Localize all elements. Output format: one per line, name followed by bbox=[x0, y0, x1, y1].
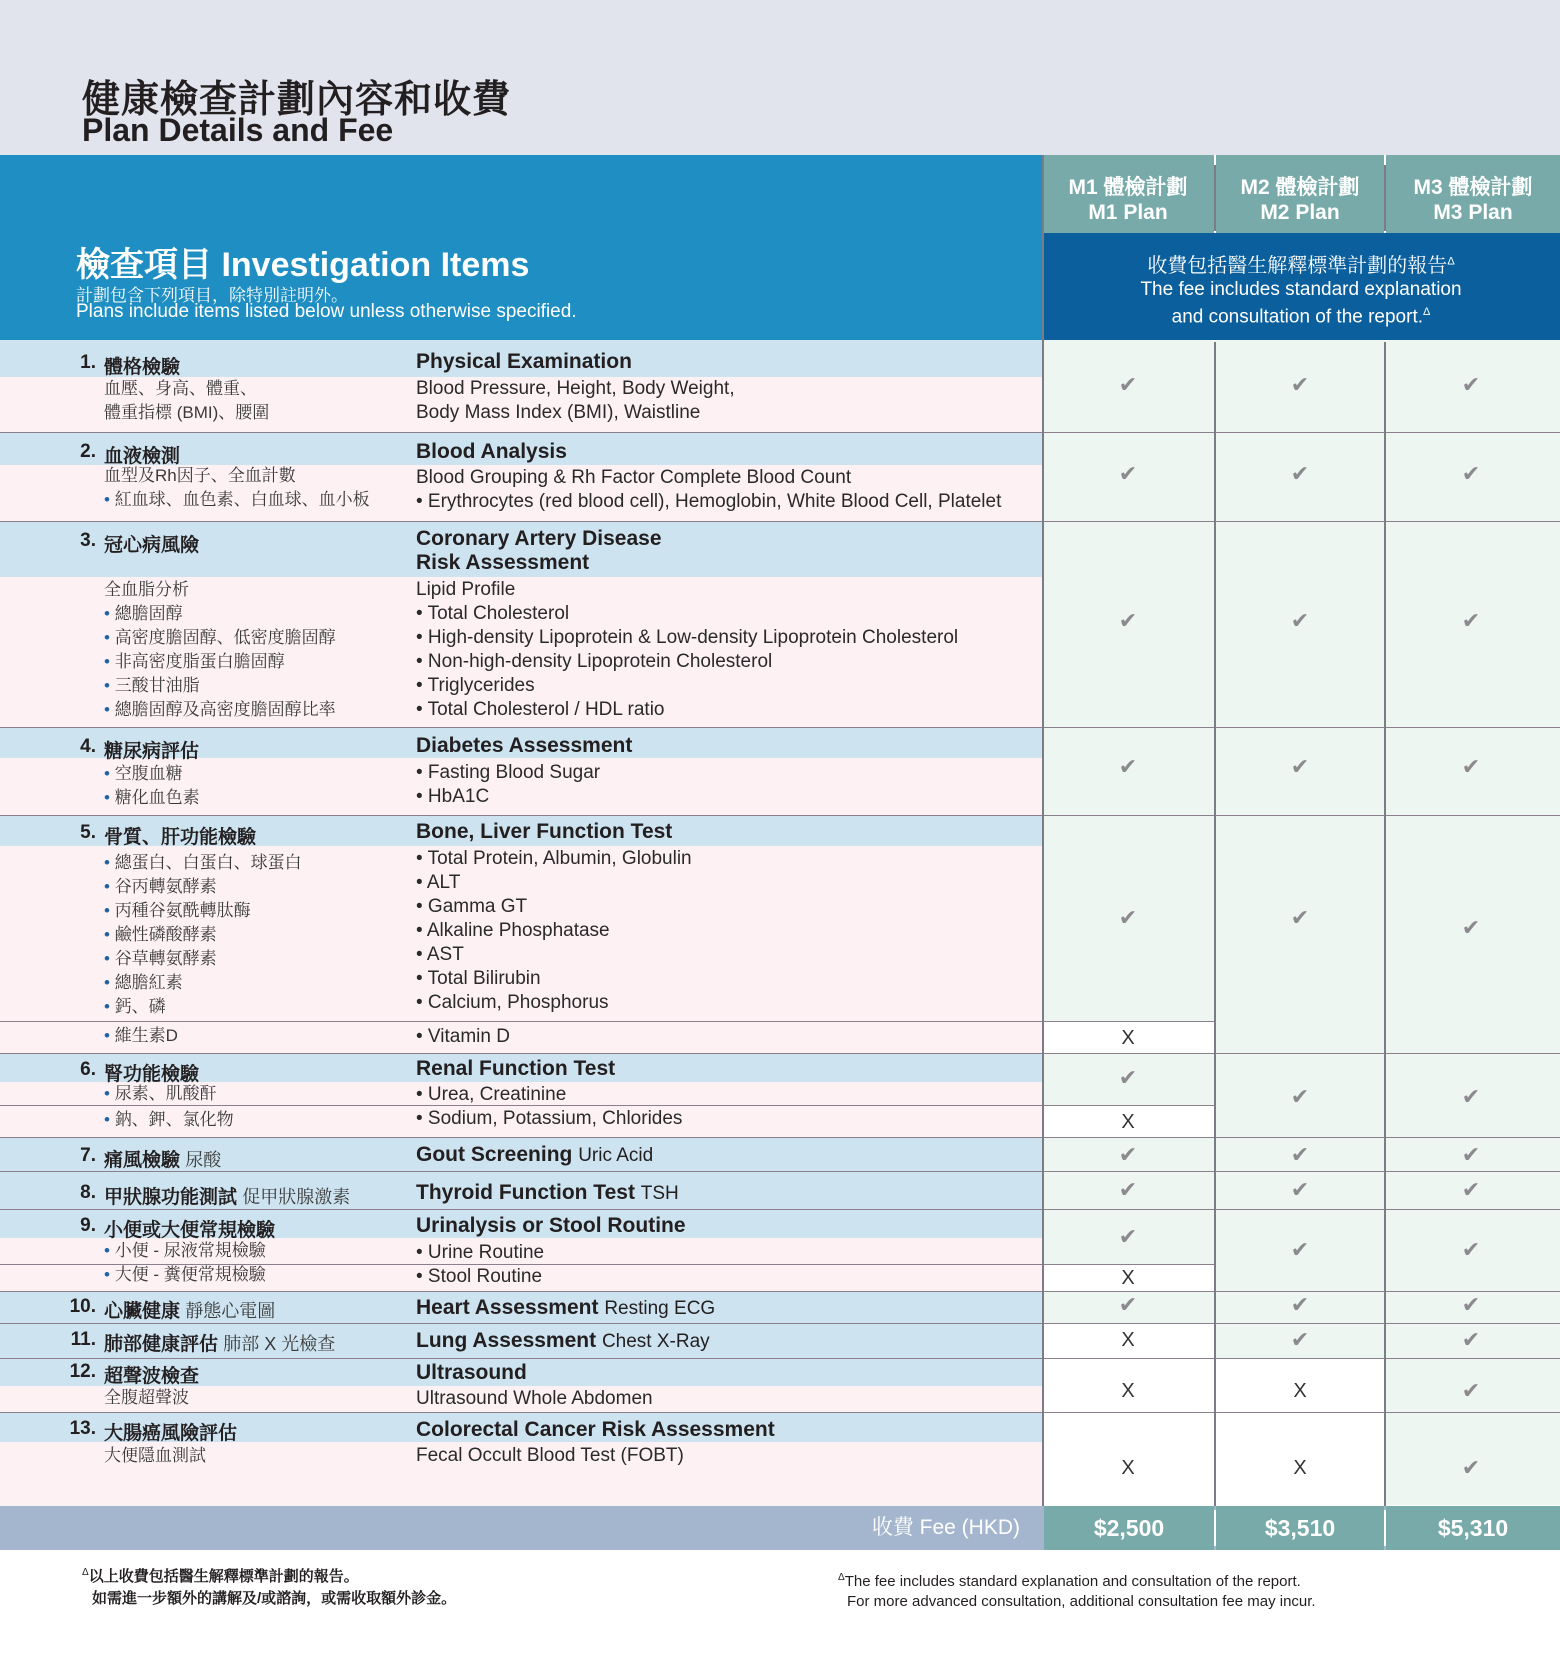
fee-note-zh: 收費包括醫生解釋標準計劃的報告 bbox=[1147, 255, 1448, 277]
check-icon: ✔ bbox=[1290, 1327, 1310, 1352]
item-title-zh: 大腸癌風險評估 bbox=[104, 1423, 238, 1444]
item-title-en: Thyroid Function Test TSH bbox=[416, 1181, 679, 1204]
check-icon: ✔ bbox=[1461, 1455, 1481, 1480]
item-title-zh: 超聲波檢查 bbox=[104, 1366, 200, 1387]
item-title-en: Bone, Liver Function Test bbox=[416, 820, 673, 843]
fee-m3: $5,310 bbox=[1386, 1506, 1560, 1550]
investigation-subtitle-zh: 計劃包含下列項目，除特別註明外。 bbox=[76, 286, 348, 305]
item-number: 11. bbox=[70, 1329, 96, 1350]
item-title-en: Urinalysis or Stool Routine bbox=[416, 1214, 686, 1237]
item-title-en: Physical Examination bbox=[416, 350, 632, 373]
item-detail-zh: 全血脂分析 • 總膽固醇 • 高密度膽固醇、低密度膽固醇 • 非高密度脂蛋白膽固醇 • 三酸甘油脂 • 總膽固醇及高密度膽固醇比率 bbox=[104, 580, 336, 719]
check-icon: ✔ bbox=[1118, 754, 1138, 779]
item-detail-zh: 血壓、身高、體重、 體重指標 (BMI)、腰圍 bbox=[104, 379, 270, 422]
check-icon: ✔ bbox=[1461, 1084, 1481, 1109]
item-title-zh: 痛風檢驗 尿酸 bbox=[104, 1150, 222, 1171]
item-detail-zh: • 尿素、肌酸酐 • 鈉、鉀、氯化物 bbox=[104, 1084, 234, 1129]
item-detail-zh: 血型及Rh因子、全血計數 • 紅血球、血色素、白血球、血小板 bbox=[104, 466, 370, 509]
check-icon: ✔ bbox=[1118, 608, 1138, 633]
check-icon: ✔ bbox=[1290, 1142, 1310, 1167]
check-icon: ✔ bbox=[1118, 461, 1138, 486]
fee-label: 收費 Fee (HKD) bbox=[871, 1516, 1020, 1539]
check-icon: ✔ bbox=[1461, 1378, 1481, 1403]
check-icon: ✔ bbox=[1290, 372, 1310, 397]
x-mark-icon: X bbox=[1121, 1380, 1135, 1402]
item-number: 4. bbox=[80, 736, 96, 757]
item-title-zh: 骨質、肝功能檢驗 bbox=[104, 827, 257, 848]
investigation-title: 檢查項目 Investigation Items bbox=[76, 246, 530, 284]
item-title-en: Lung Assessment Chest X-Ray bbox=[416, 1329, 710, 1352]
item-title-zh: 冠心病風險 bbox=[104, 535, 200, 556]
check-icon: ✔ bbox=[1461, 1177, 1481, 1202]
plan-header-m1: M1 體檢計劃 M1 Plan bbox=[1042, 155, 1214, 233]
item-number: 12. bbox=[69, 1361, 96, 1382]
item-number: 3. bbox=[80, 530, 96, 551]
check-icon: ✔ bbox=[1118, 1142, 1138, 1167]
x-mark-icon: X bbox=[1121, 1329, 1135, 1351]
check-icon: ✔ bbox=[1290, 905, 1310, 930]
x-mark-icon: X bbox=[1121, 1027, 1135, 1049]
item-title-zh: 甲狀腺功能測試 促甲狀腺激素 bbox=[104, 1187, 351, 1208]
check-icon: ✔ bbox=[1118, 1065, 1138, 1090]
item-number: 10. bbox=[69, 1296, 96, 1317]
fee-note-header: 收費包括醫生解釋標準計劃的報告$^\Delta$ The fee includes standard explanation and consultation of the report.$^\Delta$ bbox=[1042, 233, 1560, 340]
check-icon: ✔ bbox=[1461, 1237, 1481, 1262]
item-title-en: Diabetes Assessment bbox=[416, 734, 633, 757]
item-title-zh: 肺部健康評估 肺部 X 光檢查 bbox=[104, 1334, 336, 1355]
check-icon: ✔ bbox=[1118, 1224, 1138, 1249]
page-title-zh: 健康檢查計劃內容和收費 bbox=[82, 79, 512, 121]
item-title-en: Colorectal Cancer Risk Assessment bbox=[416, 1418, 775, 1441]
investigation-header bbox=[0, 155, 1042, 340]
item-detail-en: • Total Protein, Albumin, Globulin • ALT • Gamma GT • Alkaline Phosphatase • AST • Total Bilirubin • Calcium, Phosphorus bbox=[416, 848, 692, 1013]
x-mark-icon: X bbox=[1293, 1380, 1307, 1402]
check-icon: ✔ bbox=[1118, 1292, 1138, 1317]
check-icon: ✔ bbox=[1461, 1327, 1481, 1352]
check-icon: ✔ bbox=[1461, 1292, 1481, 1317]
x-mark-icon: X bbox=[1121, 1111, 1135, 1133]
item-title-zh: 體格檢驗 bbox=[104, 357, 181, 378]
check-icon: ✔ bbox=[1290, 608, 1310, 633]
fee-note-en-1: The fee includes standard explanation bbox=[1140, 279, 1462, 300]
footnote-zh: $^\Delta$以上收費包括醫生解釋標準計劃的報告。 如需進一步額外的講解及/或諮詢，或需收取額外診金。 bbox=[82, 1567, 457, 1607]
item-detail-en: Blood Grouping & Rh Factor Complete Blood Count • Erythrocytes (red blood cell), Hemoglobin, White Blood Cell, Platelet bbox=[416, 467, 1002, 512]
page-title-en: Plan Details and Fee bbox=[82, 112, 394, 148]
item-title-en: Gout Screening Uric Acid bbox=[416, 1143, 654, 1166]
item-detail-en: Fecal Occult Blood Test (FOBT) bbox=[416, 1445, 684, 1466]
item-detail-en: Lipid Profile • Total Cholesterol • High-density Lipoprotein & Low-density Lipoprotein Cholesterol • Non-high-density Lipoprotein Cholesterol • Triglycerides • Total Cholesterol / HDL ratio bbox=[416, 579, 959, 720]
item-title-en: Heart Assessment Resting ECG bbox=[416, 1296, 716, 1319]
item-detail-en: Blood Pressure, Height, Body Weight, Body Mass Index (BMI), Waistline bbox=[416, 378, 735, 423]
check-icon: ✔ bbox=[1461, 754, 1481, 779]
item-title-zh: 血液檢測 bbox=[104, 446, 181, 467]
item-detail-en: • Vitamin D bbox=[416, 1026, 510, 1047]
investigation-subtitle-en: Plans include items listed below unless otherwise specified. bbox=[76, 301, 577, 322]
check-icon: ✔ bbox=[1290, 461, 1310, 486]
item-detail-zh: • 總蛋白、白蛋白、球蛋白 • 谷丙轉氨酵素 • 丙種谷氨酰轉肽酶 • 鹼性磷酸酵素 • 谷草轉氨酵素 • 總膽紅素 • 鈣、磷 bbox=[104, 853, 302, 1016]
check-icon: ✔ bbox=[1290, 1084, 1310, 1109]
fee-note-en-2: and consultation of the report. bbox=[1171, 306, 1424, 328]
item-number: 1. bbox=[80, 352, 96, 373]
item-title-en: Ultrasound bbox=[416, 1361, 527, 1384]
footnote-en: $^\Delta$The fee includes standard explanation and consultation of the report. For more advanced consultation, additional consultation fee may incur. bbox=[838, 1572, 1316, 1610]
x-mark-icon: X bbox=[1293, 1457, 1307, 1479]
item-number: 9. bbox=[80, 1215, 96, 1236]
check-icon: ✔ bbox=[1118, 1177, 1138, 1202]
item-detail-zh: • 空腹血糖 • 糖化血色素 bbox=[104, 764, 200, 807]
item-title-zh: 腎功能檢驗 bbox=[104, 1064, 200, 1085]
item-number: 8. bbox=[80, 1182, 96, 1203]
item-title-en: Coronary Artery Disease Risk Assessment bbox=[416, 527, 662, 574]
check-icon: ✔ bbox=[1290, 1237, 1310, 1262]
item-title-zh: 小便或大便常規檢驗 bbox=[104, 1220, 276, 1241]
check-icon: ✔ bbox=[1290, 1177, 1310, 1202]
check-icon: ✔ bbox=[1461, 461, 1481, 486]
check-icon: ✔ bbox=[1118, 372, 1138, 397]
check-icon: ✔ bbox=[1461, 1142, 1481, 1167]
item-title-en: Renal Function Test bbox=[416, 1057, 616, 1080]
item-number: 13. bbox=[69, 1418, 96, 1439]
check-icon: ✔ bbox=[1290, 1292, 1310, 1317]
item-detail-en: • Urine Routine • Stool Routine bbox=[416, 1242, 545, 1287]
check-icon: ✔ bbox=[1461, 372, 1481, 397]
item-number: 2. bbox=[80, 441, 96, 462]
x-mark-icon: X bbox=[1121, 1457, 1135, 1479]
item-title-zh: 糖尿病評估 bbox=[104, 741, 200, 762]
item-detail-en: • Urea, Creatinine • Sodium, Potassium, Chlorides bbox=[416, 1084, 683, 1129]
check-icon: ✔ bbox=[1461, 915, 1481, 940]
item-title-en: Blood Analysis bbox=[416, 440, 567, 463]
item-detail-zh: • 小便 - 尿液常規檢驗 • 大便 - 糞便常規檢驗 bbox=[104, 1241, 266, 1284]
check-icon: ✔ bbox=[1290, 754, 1310, 779]
item-detail-en: Ultrasound Whole Abdomen bbox=[416, 1388, 653, 1409]
plan-header-m2: M2 體檢計劃 M2 Plan bbox=[1216, 155, 1384, 233]
x-mark-icon: X bbox=[1121, 1267, 1135, 1289]
item-detail-zh: • 維生素D bbox=[104, 1026, 178, 1045]
item-number: 6. bbox=[80, 1059, 96, 1080]
item-detail-zh: 全腹超聲波 bbox=[104, 1388, 189, 1407]
item-detail-zh: 大便隱血測試 bbox=[104, 1446, 206, 1465]
item-detail-en: • Fasting Blood Sugar • HbA1C bbox=[416, 762, 601, 807]
item-title-zh: 心臟健康 靜態心電圖 bbox=[104, 1301, 276, 1322]
item-number: 5. bbox=[80, 822, 96, 843]
fee-m1: $2,500 bbox=[1044, 1506, 1214, 1550]
item-number: 7. bbox=[80, 1145, 96, 1166]
fee-m2: $3,510 bbox=[1216, 1506, 1384, 1550]
check-icon: ✔ bbox=[1461, 608, 1481, 633]
check-icon: ✔ bbox=[1118, 905, 1138, 930]
plan-header-m3: M3 體檢計劃 M3 Plan bbox=[1386, 155, 1560, 233]
